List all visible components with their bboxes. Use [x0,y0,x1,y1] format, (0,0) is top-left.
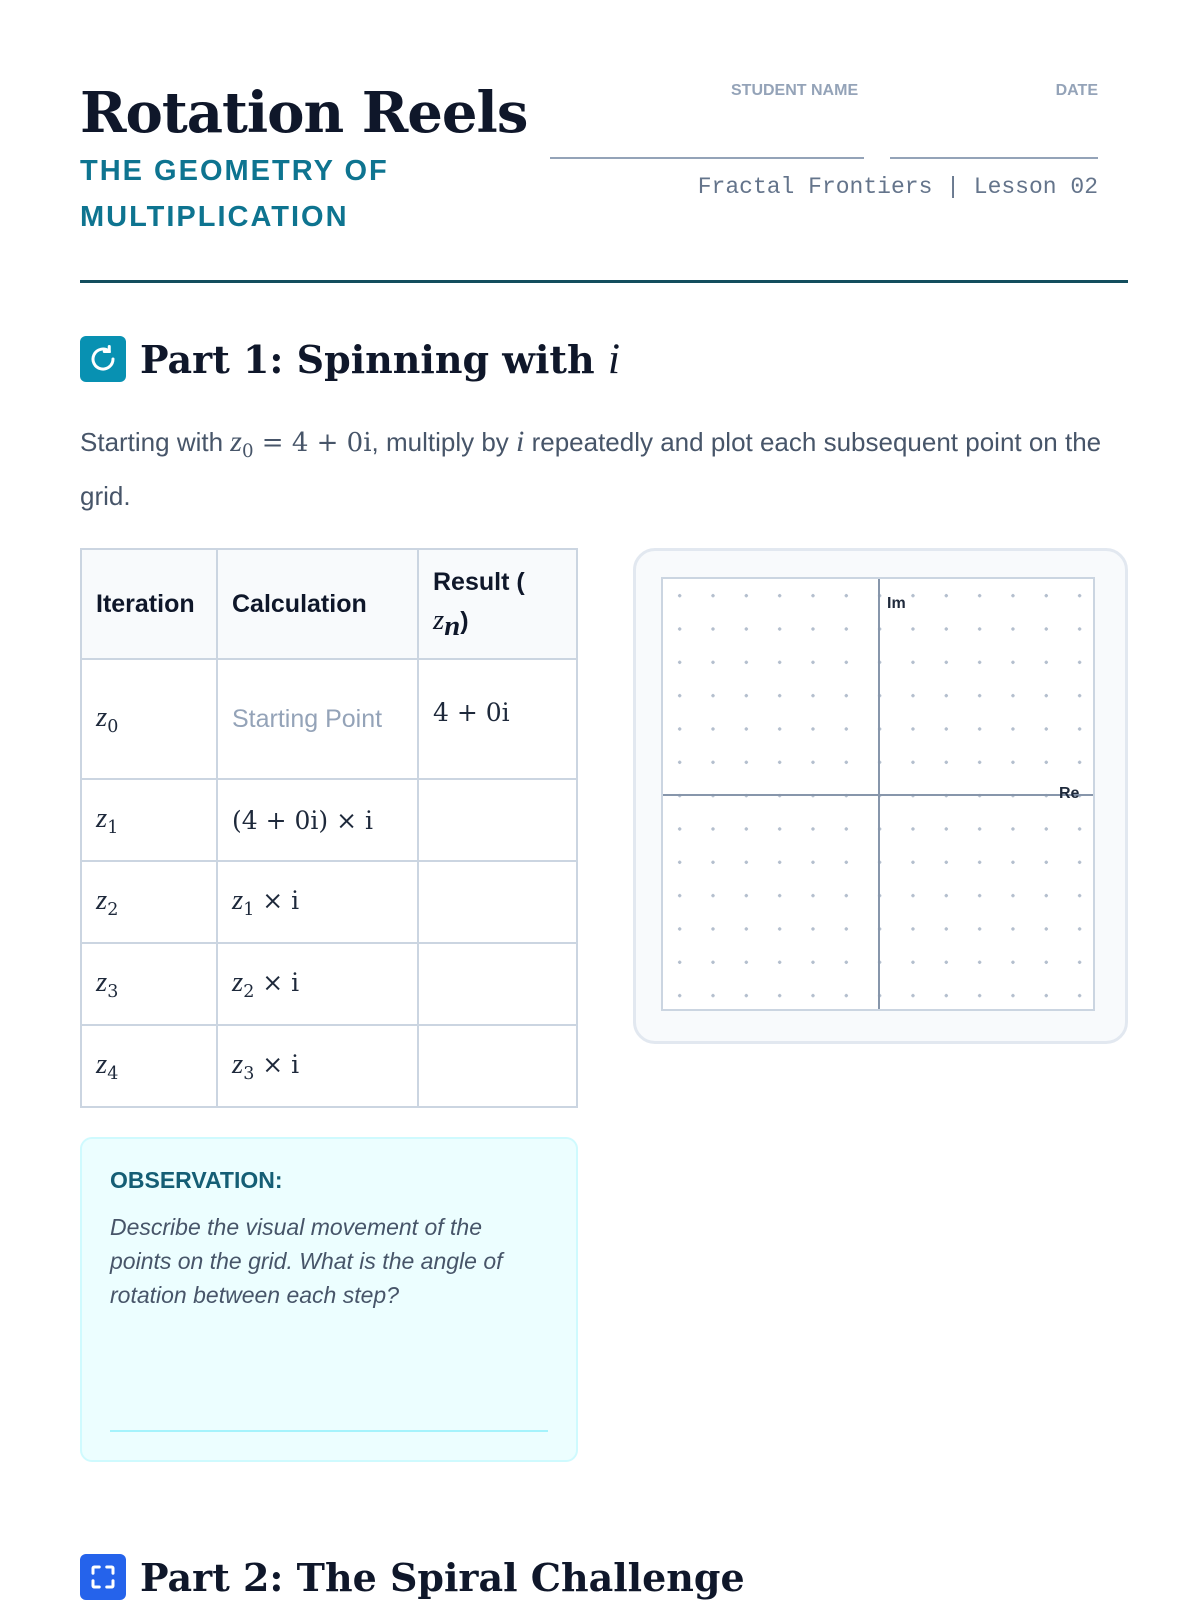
part1-heading [80,334,620,384]
date-label: DATE [1055,82,1098,99]
result-input[interactable] [418,1025,577,1107]
result-input[interactable] [418,779,577,861]
observation-title: OBSERVATION: [110,1167,283,1193]
header-result: Result ( $z_n$) [418,549,577,659]
complex-plane-card [633,548,1128,1044]
part2-heading [80,1554,745,1600]
calc-cell: Starting Point [217,659,418,779]
part2-title: Part 2: The Spiral Challenge [140,1554,745,1600]
table-row: $z_1$ (4 + 0i) × i [81,779,577,861]
header-divider [80,280,1128,283]
table-row: $z_3$ $z_2 \times i$ [81,943,577,1025]
date-field[interactable] [890,157,1098,159]
observation-answer-line[interactable] [110,1430,548,1432]
part1-title-var: i [607,335,620,383]
im-axis-label: Im [887,595,906,612]
lesson-label: Fractal Frontiers | Lesson 02 [697,174,1098,200]
table-row: $z_0$ Starting Point 4 + 0i [81,659,577,779]
observation-prompt: Describe the visual movement of the points on the grid. What is the angle of rotation between each step? [110,1214,503,1308]
iteration-table [80,548,578,1108]
result-input[interactable] [418,943,577,1025]
table-row: $z_2$ $z_1 \times i$ [81,861,577,943]
result-input[interactable] [418,861,577,943]
calc-cell: $z_1 \times i$ [217,861,418,943]
real-axis [663,794,1093,796]
re-axis-label: Re [1059,785,1080,802]
header-iteration: Iteration [81,549,217,659]
header-calculation: Calculation [217,549,418,659]
part1-intro: Starting with $z_0 = 4 + 0i$, multiply by i repeatedly and plot each subsequent point on the grid. [80,425,1102,512]
complex-plane-grid[interactable] [661,577,1095,1011]
calc-cell: (4 + 0i) × i [217,779,418,861]
calc-cell: $z_3 \times i$ [217,1025,418,1107]
worksheet-title: Rotation Reels [80,80,528,146]
table-row: $z_4$ $z_3 \times i$ [81,1025,577,1107]
rotate-icon [80,336,126,382]
calc-cell: $z_2 \times i$ [217,943,418,1025]
student-name-field[interactable] [550,157,864,159]
focus-frame-icon [80,1554,126,1600]
worksheet-subtitle: THE GEOMETRY OF MULTIPLICATION [80,155,389,233]
result-cell: 4 + 0i [418,659,577,779]
observation-box [80,1137,578,1462]
student-name-label: STUDENT NAME [731,82,859,99]
part1-title: Part 1: Spinning with [140,337,608,382]
